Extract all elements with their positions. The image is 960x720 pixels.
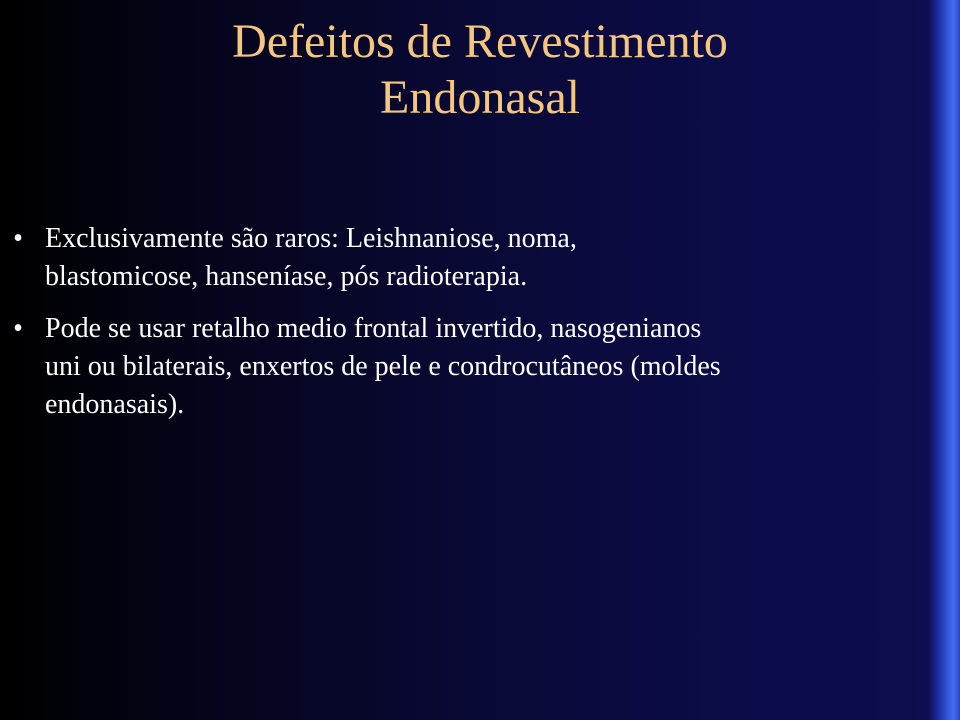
bullet-text-line: endonasais). — [45, 389, 185, 420]
slide-title-line-1: Defeitos de Revestimento — [232, 15, 728, 68]
bullet-dot-icon: • — [13, 223, 23, 254]
bullet-item-flap-options — [8, 310, 938, 424]
bullet-text-line: uni ou bilaterais, enxertos de pele e condrocutâneos (moldes — [45, 351, 721, 382]
bullet-dot-icon: • — [13, 313, 23, 344]
slide-title-line-2: Endonasal — [380, 71, 580, 124]
bullet-item-rare-causes — [8, 220, 938, 296]
bullet-list — [8, 220, 938, 438]
slide-title — [80, 14, 880, 126]
bullet-text-line: Exclusivamente são raros: Leishnaniose, noma, — [45, 223, 577, 254]
bullet-text-line: Pode se usar retalho medio frontal invertido, nasogenianos — [45, 313, 702, 344]
bullet-text-line: blastomicose, hanseníase, pós radioterapia. — [45, 261, 528, 292]
